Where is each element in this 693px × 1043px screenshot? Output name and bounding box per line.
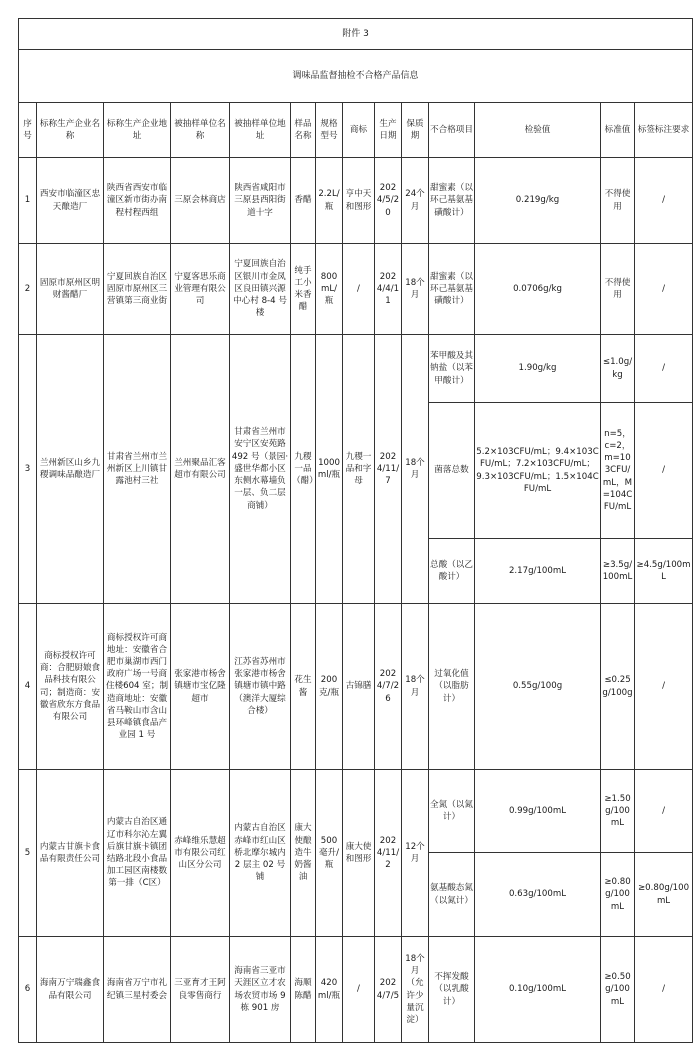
cell-no: 1 [19,158,37,244]
cell-sampled-name: 赤峰维乐慧超市有限公司红山区分公司 [171,770,230,937]
cell-shelf: 24个月 [402,158,429,244]
table-row [19,937,693,1043]
table-row [19,335,693,403]
col-header-mfr-name: 标称生产企业名称 [37,103,104,158]
col-header-sampled-addr: 被抽样单位地址 [230,103,291,158]
cell-sampled-addr: 陕西省咸阳市三原县西阳街道十字 [230,158,291,244]
cell-item: 过氧化值（以脂肪计） [429,604,475,770]
cell-shelf: 18个月 [402,335,429,604]
cell-value: 0.0706g/kg [475,244,601,335]
cell-mfr-name: 内蒙古甘旗卡食品有限责任公司 [37,770,104,937]
cell-mfr-name: 兰州新区山乡九稷调味品酿造厂 [37,335,104,604]
cell-value: 0.63g/100mL [475,853,601,937]
cell-label: / [635,335,693,403]
cell-mfr-addr: 陕西省西安市临潼区新市街办南程村程西组 [104,158,171,244]
cell-label: / [635,937,693,1043]
cell-label: / [635,158,693,244]
cell-sample: 香醋 [291,158,316,244]
table-row [19,770,693,853]
col-header-no: 序号 [19,103,37,158]
cell-brand: / [343,937,375,1043]
table-row [19,158,693,244]
cell-shelf: 18个月（允许少量沉淀） [402,937,429,1043]
cell-sample: 康大使酿造牛奶酱油 [291,770,316,937]
cell-value: 5.2×103CFU/mL；9.4×103CFU/mL；7.2×103CFU/mL；9.3×103CFU/mL；1.5×104CFU/mL [475,403,601,539]
cell-shelf: 12个月 [402,770,429,937]
col-header-std: 标准值 [601,103,635,158]
cell-item: 甜蜜素（以环己基氨基磺酸计） [429,158,475,244]
cell-std: 不得使用 [601,244,635,335]
cell-date: 2024/11/7 [375,335,402,604]
cell-spec: 420ml/瓶 [316,937,343,1043]
cell-mfr-addr: 内蒙古自治区通辽市科尔沁左翼后旗甘旗卡镇团结路北段小食品加工园区南楼数第一排（C区） [104,770,171,937]
cell-sampled-name: 三原会林商店 [171,158,230,244]
cell-label: / [635,244,693,335]
cell-sampled-addr: 宁夏回族自治区银川市金凤区良田镇兴源中心村 8-4 号楼 [230,244,291,335]
cell-sample: 花生酱 [291,604,316,770]
cell-sample: 海顺陈醋 [291,937,316,1043]
cell-label: ≥0.80g/100mL [635,853,693,937]
attachment-label: 附件 3 [19,19,693,50]
cell-item: 苯甲酸及其钠盐（以苯甲酸计） [429,335,475,403]
cell-std: ≥3.5g/100mL [601,539,635,604]
cell-std: 不得使用 [601,158,635,244]
cell-value: 1.90g/kg [475,335,601,403]
cell-brand: 亨中天和图形 [343,158,375,244]
unqualified-products-table [18,18,693,1043]
cell-item: 甜蜜素（以环己基氨基磺酸计） [429,244,475,335]
col-header-sampled-name: 被抽样单位名称 [171,103,230,158]
col-header-value: 检验值 [475,103,601,158]
cell-std: ≥0.80g/100mL [601,853,635,937]
cell-mfr-addr: 商标授权许可商地址：安徽省合肥市巢湖市西门政府广场一号商住楼604 室；制造商地址：安徽省马鞍山市含山县环峰镇食品产业园 1 号 [104,604,171,770]
cell-std: ≤1.0g/kg [601,335,635,403]
table-row [19,604,693,770]
cell-std: ≤0.25g/100g [601,604,635,770]
col-header-date: 生产日期 [375,103,402,158]
cell-sampled-addr: 海南省三亚市天涯区立才农场农贸市场 9 栋 901 房 [230,937,291,1043]
cell-mfr-addr: 宁夏回族自治区固原市原州区三营镇第三商业街 [104,244,171,335]
cell-no: 3 [19,335,37,604]
cell-value: 0.55g/100g [475,604,601,770]
cell-spec: 500毫升/瓶 [316,770,343,937]
cell-item: 菌落总数 [429,403,475,539]
cell-mfr-name: 西安市临潼区忠天酿造厂 [37,158,104,244]
cell-item: 氨基酸态氮（以氮计） [429,853,475,937]
col-header-item: 不合格项目 [429,103,475,158]
cell-date: 2024/7/5 [375,937,402,1043]
cell-date: 2024/7/26 [375,604,402,770]
cell-value: 2.17g/100mL [475,539,601,604]
cell-mfr-addr: 甘肃省兰州市兰州新区上川镇甘露池村三社 [104,335,171,604]
cell-brand: / [343,244,375,335]
cell-sampled-name: 宁夏客思乐商业管理有限公司 [171,244,230,335]
cell-item: 不挥发酸（以乳酸计） [429,937,475,1043]
cell-sampled-addr: 江苏省苏州市张家港市杨舍镇塘市镇中路（澳洋大厦综合楼） [230,604,291,770]
cell-brand: 古锦膳 [343,604,375,770]
cell-no: 5 [19,770,37,937]
cell-sample: 九稷一品（醋） [291,335,316,604]
cell-date: 2024/4/11 [375,244,402,335]
table-title: 调味品监督抽检不合格产品信息 [19,50,693,103]
cell-sampled-name: 三亚育才王阿良零售商行 [171,937,230,1043]
cell-label: / [635,403,693,539]
cell-value: 0.219g/kg [475,158,601,244]
cell-value: 0.99g/100mL [475,770,601,853]
cell-label: / [635,604,693,770]
attachment-row [19,19,693,50]
cell-sampled-name: 兰州聚品汇客超市有限公司 [171,335,230,604]
cell-std: n=5，c=2，m=103CFU/mL，M=104CFU/mL [601,403,635,539]
cell-sampled-addr: 甘肃省兰州市安宁区安苑路 492 号（景园·盛世华都小区东侧水幕墙负一层、负二层商铺） [230,335,291,604]
col-header-spec: 规格型号 [316,103,343,158]
cell-mfr-addr: 海南省万宁市礼纪镇三星村委会 [104,937,171,1043]
cell-no: 6 [19,937,37,1043]
col-header-sample: 样品名称 [291,103,316,158]
cell-spec: 200克/瓶 [316,604,343,770]
col-header-shelf: 保质期 [402,103,429,158]
cell-brand: 九稷一品和字母 [343,335,375,604]
header-row [19,103,693,158]
cell-spec: 1000ml/瓶 [316,335,343,604]
cell-item: 总酸（以乙酸计） [429,539,475,604]
cell-mfr-name: 商标授权许可商：合肥厨娘食品科技有限公司；制造商：安徽省欣东方食品有限公司 [37,604,104,770]
cell-std: ≥0.50g/100mL [601,937,635,1043]
cell-mfr-name: 海南万宁瑞鑫食品有限公司 [37,937,104,1043]
cell-mfr-name: 固原市原州区明财酱醋厂 [37,244,104,335]
col-header-brand: 商标 [343,103,375,158]
cell-date: 2024/11/2 [375,770,402,937]
table-title-row [19,50,693,103]
cell-no: 2 [19,244,37,335]
cell-shelf: 18个月 [402,244,429,335]
cell-date: 2024/5/20 [375,158,402,244]
col-header-label: 标签标注要求 [635,103,693,158]
col-header-mfr-addr: 标称生产企业地址 [104,103,171,158]
cell-spec: 2.2L/瓶 [316,158,343,244]
cell-brand: 康大使和图形 [343,770,375,937]
cell-value: 0.10g/100mL [475,937,601,1043]
cell-sampled-name: 张家港市杨舍镇塘市宝亿隆超市 [171,604,230,770]
cell-label: / [635,770,693,853]
cell-std: ≥1.50g/100mL [601,770,635,853]
table-row [19,244,693,335]
cell-spec: 800mL/瓶 [316,244,343,335]
cell-sample: 纯手工小米香醋 [291,244,316,335]
cell-item: 全氮（以氮计） [429,770,475,853]
cell-label: ≥4.5g/100mL [635,539,693,604]
cell-no: 4 [19,604,37,770]
cell-shelf: 18个月 [402,604,429,770]
cell-sampled-addr: 内蒙古自治区赤峰市红山区桥北摩尔城内 2 层主 02 号铺 [230,770,291,937]
